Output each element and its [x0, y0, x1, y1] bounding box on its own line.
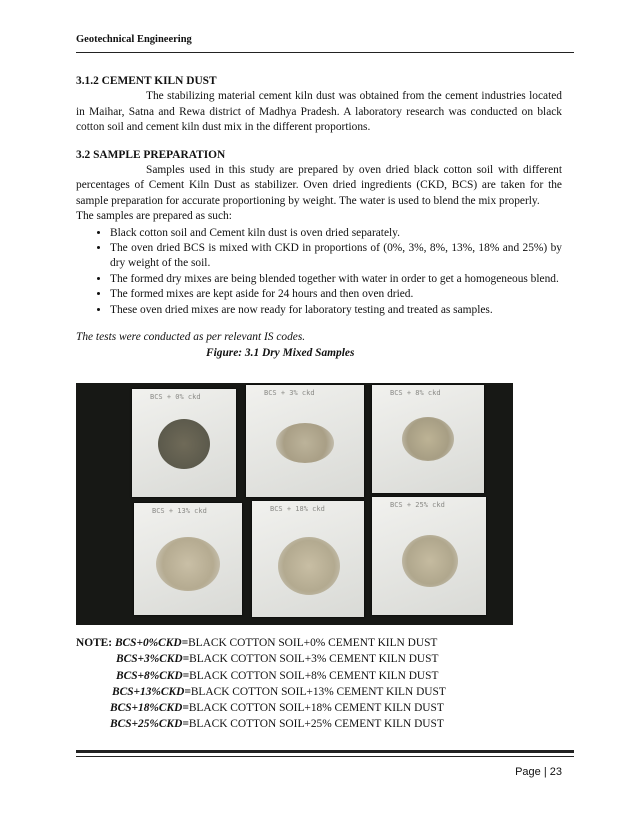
list-item: • The formed mixes are kept aside for 24 hours and then oven dried. — [110, 287, 562, 302]
tests-note: The tests were conducted as per relevant IS codes. — [76, 331, 306, 344]
note-value: BLACK COTTON SOIL+25% CEMENT KILN DUST — [188, 718, 444, 731]
note-row — [76, 700, 562, 716]
sample-sheet — [252, 501, 364, 617]
preparation-steps-list — [76, 226, 562, 318]
note-value: BLACK COTTON SOIL+3% CEMENT KILN DUST — [189, 653, 439, 666]
note-row — [76, 668, 562, 684]
sample-sheet — [246, 385, 364, 497]
soil-pile — [402, 417, 454, 461]
footer-rule — [76, 750, 574, 753]
soil-pile — [402, 535, 458, 587]
note-prefix: NOTE: — [76, 637, 113, 649]
note-key: BCS+3%CKD= — [116, 653, 190, 666]
note-key: BCS+0%CKD= — [114, 637, 189, 649]
soil-pile — [158, 419, 210, 469]
soil-pile — [156, 537, 220, 591]
list-item: • Black cotton soil and Cement kiln dust is oven dried separately. — [110, 226, 562, 241]
list-item: • These oven dried mixes are now ready for laboratory testing and treated as samples. — [110, 303, 562, 318]
sample-label: BCS + 8% ckd — [390, 389, 441, 397]
list-item: • The formed dry mixes are being blended together with water in order to get a homogeneous blend. — [110, 272, 562, 287]
sample-sheet — [132, 389, 236, 497]
sample-label: BCS + 18% ckd — [270, 505, 325, 513]
cement-kiln-dust-paragraph: The stabilizing material cement kiln dust was obtained from the cement industries located in Maihar, Satna and Rewa district of Madhya Pradesh. A laboratory research was conducted on black cotton soil and cement kiln dust mix in the different proportions. — [76, 90, 562, 134]
sample-preparation-paragraph: Samples used in this study are prepared by oven dried black cotton soil with different percentages of Cement Kiln Dust as stabilizer. Oven dried ingredients (CKD, BCS) are taken for the sample preparation for accurate proportioning by weight. The water is used to blend the mix properly. — [76, 164, 562, 207]
note-key: BCS+13%CKD= — [112, 685, 191, 698]
note-row — [76, 651, 562, 667]
sample-sheet — [372, 385, 484, 493]
dry-mixed-samples-photo — [76, 383, 513, 625]
section-heading-cement-kiln-dust: 3.1.2 CEMENT KILN DUST — [76, 75, 217, 87]
note-row — [76, 684, 562, 700]
list-item: • The oven dried BCS is mixed with CKD in proportions of (0%, 3%, 8%, 13%, 18% and 25%) by dry weight of the soil. — [110, 241, 562, 272]
note-key: BCS+25%CKD= — [110, 718, 189, 731]
note-value: BLACK COTTON SOIL+8% CEMENT KILN DUST — [189, 669, 439, 682]
note-value: BLACK COTTON SOIL+0% CEMENT KILN DUST — [188, 637, 438, 649]
note-row — [76, 716, 562, 732]
sample-sheet — [134, 503, 242, 615]
footer-rule-thin — [76, 756, 574, 757]
note-block — [76, 635, 562, 733]
note-value: BLACK COTTON SOIL+13% CEMENT KILN DUST — [190, 685, 446, 698]
list-intro: The samples are prepared as such: — [76, 210, 232, 223]
soil-pile — [278, 537, 340, 595]
soil-pile — [276, 423, 334, 463]
figure-caption: Figure: 3.1 Dry Mixed Samples — [206, 346, 355, 359]
header-rule — [76, 52, 574, 53]
note-key: BCS+8%CKD= — [116, 669, 190, 682]
page-number: Page | 23 — [515, 766, 562, 778]
body-content — [76, 74, 562, 361]
sample-label: BCS + 25% ckd — [390, 501, 445, 509]
sample-label: BCS + 13% ckd — [152, 507, 207, 515]
note-key: BCS+18%CKD= — [110, 702, 189, 715]
note-value: BLACK COTTON SOIL+18% CEMENT KILN DUST — [188, 702, 444, 715]
running-header: Geotechnical Engineering — [76, 34, 192, 45]
note-row — [76, 635, 562, 651]
sample-sheet — [372, 497, 486, 615]
sample-label: BCS + 0% ckd — [150, 393, 201, 401]
sample-label: BCS + 3% ckd — [264, 389, 315, 397]
section-heading-sample-preparation: 3.2 SAMPLE PREPARATION — [76, 148, 226, 161]
